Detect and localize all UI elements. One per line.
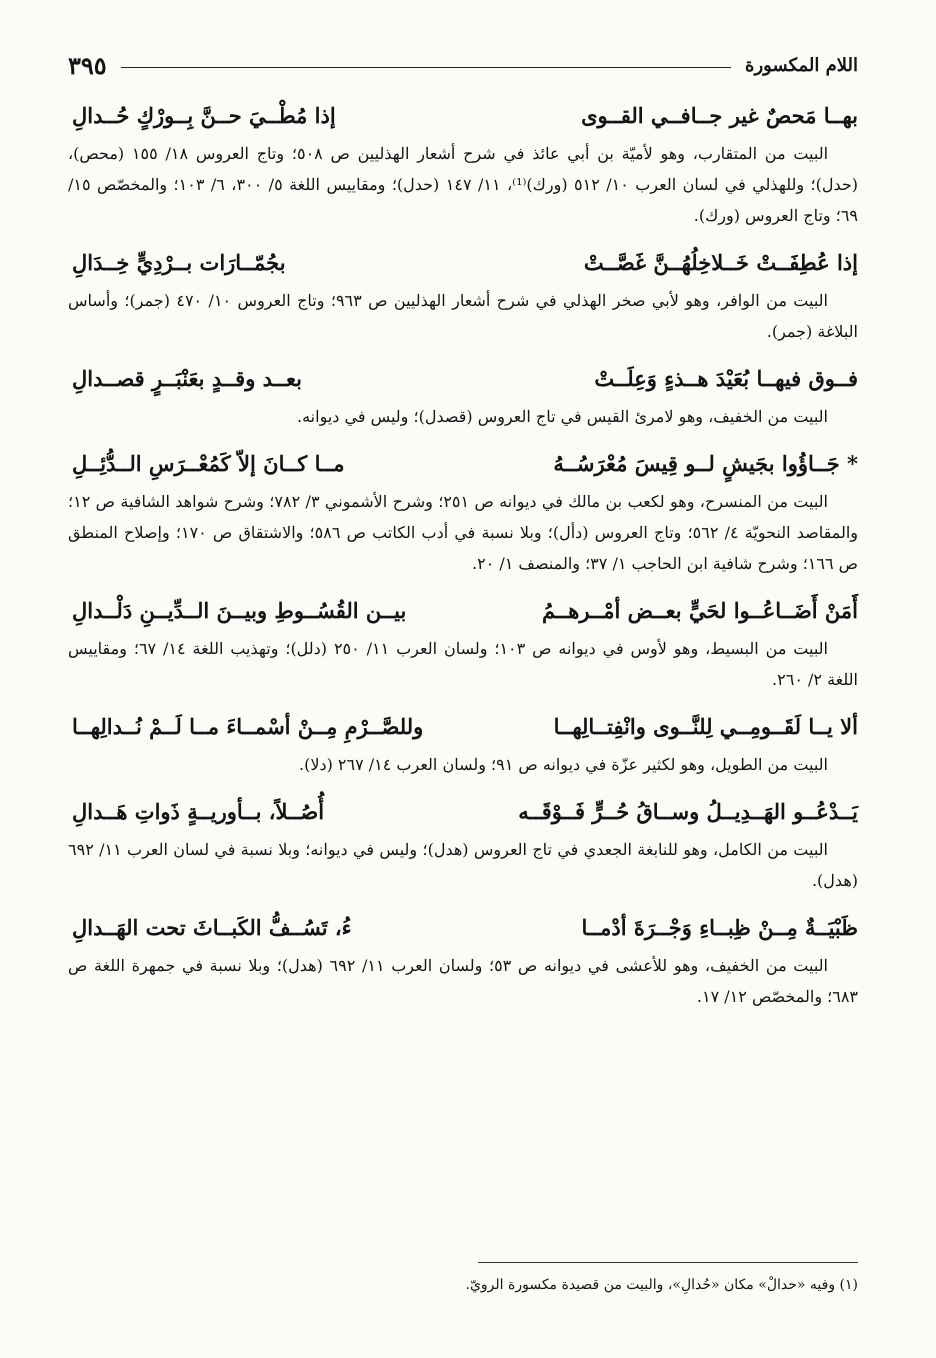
verse-entry (68, 904, 858, 1012)
page-header (68, 46, 858, 84)
verse-first-hemistich: ظَبْيَــةٌ مِــنْ ظِبــاءِ وَجْــرَةَ أدْمــا (581, 915, 858, 940)
verse-commentary: البيت من المتقارب، وهو لأميّة بن أبي عائذ في شرح أشعار الهذليين ص ٥٠٨؛ وتاج العروس ١٨/ ١٥٥ (محص)، (حدل)؛ وللهذلي في لسان العرب ١٠/ ٥١٢ (ورك)⁽¹⁾، ١١/ ١٤٧ (حدل)؛ ومقاييس اللغة ٥/ ٣٠٠، ٦/ ١٠٣؛ والمخصّص ١٥/ ٦٩؛ وتاج العروس (ورك). (68, 144, 859, 225)
verse-line (68, 92, 858, 138)
verse-first-hemistich: ألا يــا لَقَــومِــي لِلنَّــوى وانْفِتــالِهــا (553, 714, 858, 739)
verse-entry (68, 92, 858, 231)
verse-commentary: البيت من الكامل، وهو للنابغة الجعدي في تاج العروس (هدل)؛ وليس في ديوانه؛ وبلا نسبة في لسان العرب ١١/ ٦٩٢ (هدل). (68, 840, 858, 890)
verse-second-hemistich: ءُ، تَسُــفُّ الكَبــاثَ تحت الهَــدالِ (72, 915, 352, 940)
verse-line (68, 587, 858, 633)
verse-second-hemistich: إذا مُطْــيَ حــنَّ بِــورْكٍ حُــدالِ (72, 103, 336, 128)
chapter-title: اللام المكسورة (745, 54, 858, 76)
verse-commentary: البيت من الخفيف، وهو للأعشى في ديوانه ص ٥٣؛ ولسان العرب ١١/ ٦٩٢ (هدل)؛ وبلا نسبة في جمهرة اللغة ص ٦٨٣؛ والمخصّص ١٢/ ١٧. (68, 956, 858, 1006)
verse-first-hemistich: يَــدْعُــو الهَــدِيــلُ وســاقُ حُــرٍّ فَــوْقَــه (518, 799, 858, 824)
verse-first-hemistich: فــوق فيهــا بُعَيْدَ هــذءٍ وَعِلَــتْ (594, 366, 858, 391)
verse-second-hemistich: أُصُــلاً، بــأوريــةٍ ذَواتِ هَــدالِ (72, 799, 325, 824)
footnotes (68, 1262, 858, 1297)
verse-first-hemistich: أَمَنْ أَضَــاعُــوا لحَيٍّ بعــض أمْــرهــمُ (542, 598, 858, 623)
verse-second-hemistich: بعــد وقــدٍ بعَنْبَــرٍ قصــدالِ (72, 366, 302, 391)
verse-commentary: البيت من الخفيف، وهو لامرئ القيس في تاج العروس (قصدل)؛ وليس في ديوانه. (297, 407, 828, 426)
verse-commentary: البيت من الوافر، وهو لأبي صخر الهذلي في شرح أشعار الهذليين ص ٩٦٣؛ وتاج العروس ١٠/ ٤٧٠ (جمر)؛ وأساس البلاغة (جمر). (68, 291, 858, 341)
verse-line (68, 239, 858, 285)
verse-line (68, 703, 858, 749)
verse-second-hemistich: مــا كــانَ إلاّ كَمُعْــرَسِ الــدُّئِــلِ (72, 451, 345, 476)
verse-entry (68, 239, 858, 347)
verse-line (68, 355, 858, 401)
page-number: ٣٩٥ (68, 50, 107, 80)
header-rule (121, 67, 731, 68)
verse-line (68, 904, 858, 950)
verse-entry (68, 587, 858, 695)
verse-entry (68, 355, 858, 432)
verse-line (68, 788, 858, 834)
verse-commentary: البيت من الطويل، وهو لكثير عزّة في ديوانه ص ٩١؛ ولسان العرب ١٤/ ٢٦٧ (دلا). (298, 755, 828, 774)
verse-entry (68, 703, 858, 780)
footnote-rule (478, 1262, 858, 1263)
verse-commentary: البيت من البسيط، وهو لأوس في ديوانه ص ١٠٣؛ ولسان العرب ١١/ ٢٥٠ (دلل)؛ وتهذيب اللغة ١٤/ ٦٧؛ ومقاييس اللغة ٢/ ٢٦٠. (68, 639, 858, 689)
verse-first-hemistich: إذا عُطِفَــتْ خَــلاخِلُهُــنَّ غَصَّــتْ (583, 250, 858, 275)
verse-first-hemistich: * جَــاؤُوا بجَيشٍ لــو قِيسَ مُعْرَسُــهُ (553, 451, 858, 476)
verse-entry (68, 440, 858, 579)
verse-line (68, 440, 858, 486)
verse-second-hemistich: بجُمّــارَات بــرْدِيٍّ خِــدَالِ (72, 250, 286, 275)
footnote-text: (١) وفيه «حدالْ» مكان «حُدالِ»، والبيت من قصيدة مكسورة الرويّ. (465, 1277, 858, 1293)
verse-second-hemistich: وللصَّــرْمِ مِــنْ أسْمــاءَ مــا لَــمْ نُــدالِهــا (72, 714, 424, 739)
verse-second-hemistich: بيــن القُسُــوطِ وبيــنَ الــدِّيــنِ دَلْــدالِ (72, 598, 407, 623)
verse-commentary: البيت من المنسرح، وهو لكعب بن مالك في ديوانه ص ٢٥١؛ وشرح الأشموني ٣/ ٧٨٢؛ وشرح شواهد الشافية ص ١٢؛ والمقاصد النحويّة ٤/ ٥٦٢؛ وتاج العروس (دأل)؛ وبلا نسبة في أدب الكاتب ص ٥٨٦؛ والاشتقاق ص ١٧٠؛ وإصلاح المنطق ص ١٦٦؛ وشرح شافية ابن الحاجب ١/ ٣٧؛ والمنصف ١/ ٢٠. (68, 492, 859, 573)
verse-first-hemistich: بهــا مَحصٌ غير جــافــي القــوى (581, 103, 858, 128)
verse-entry (68, 788, 858, 896)
